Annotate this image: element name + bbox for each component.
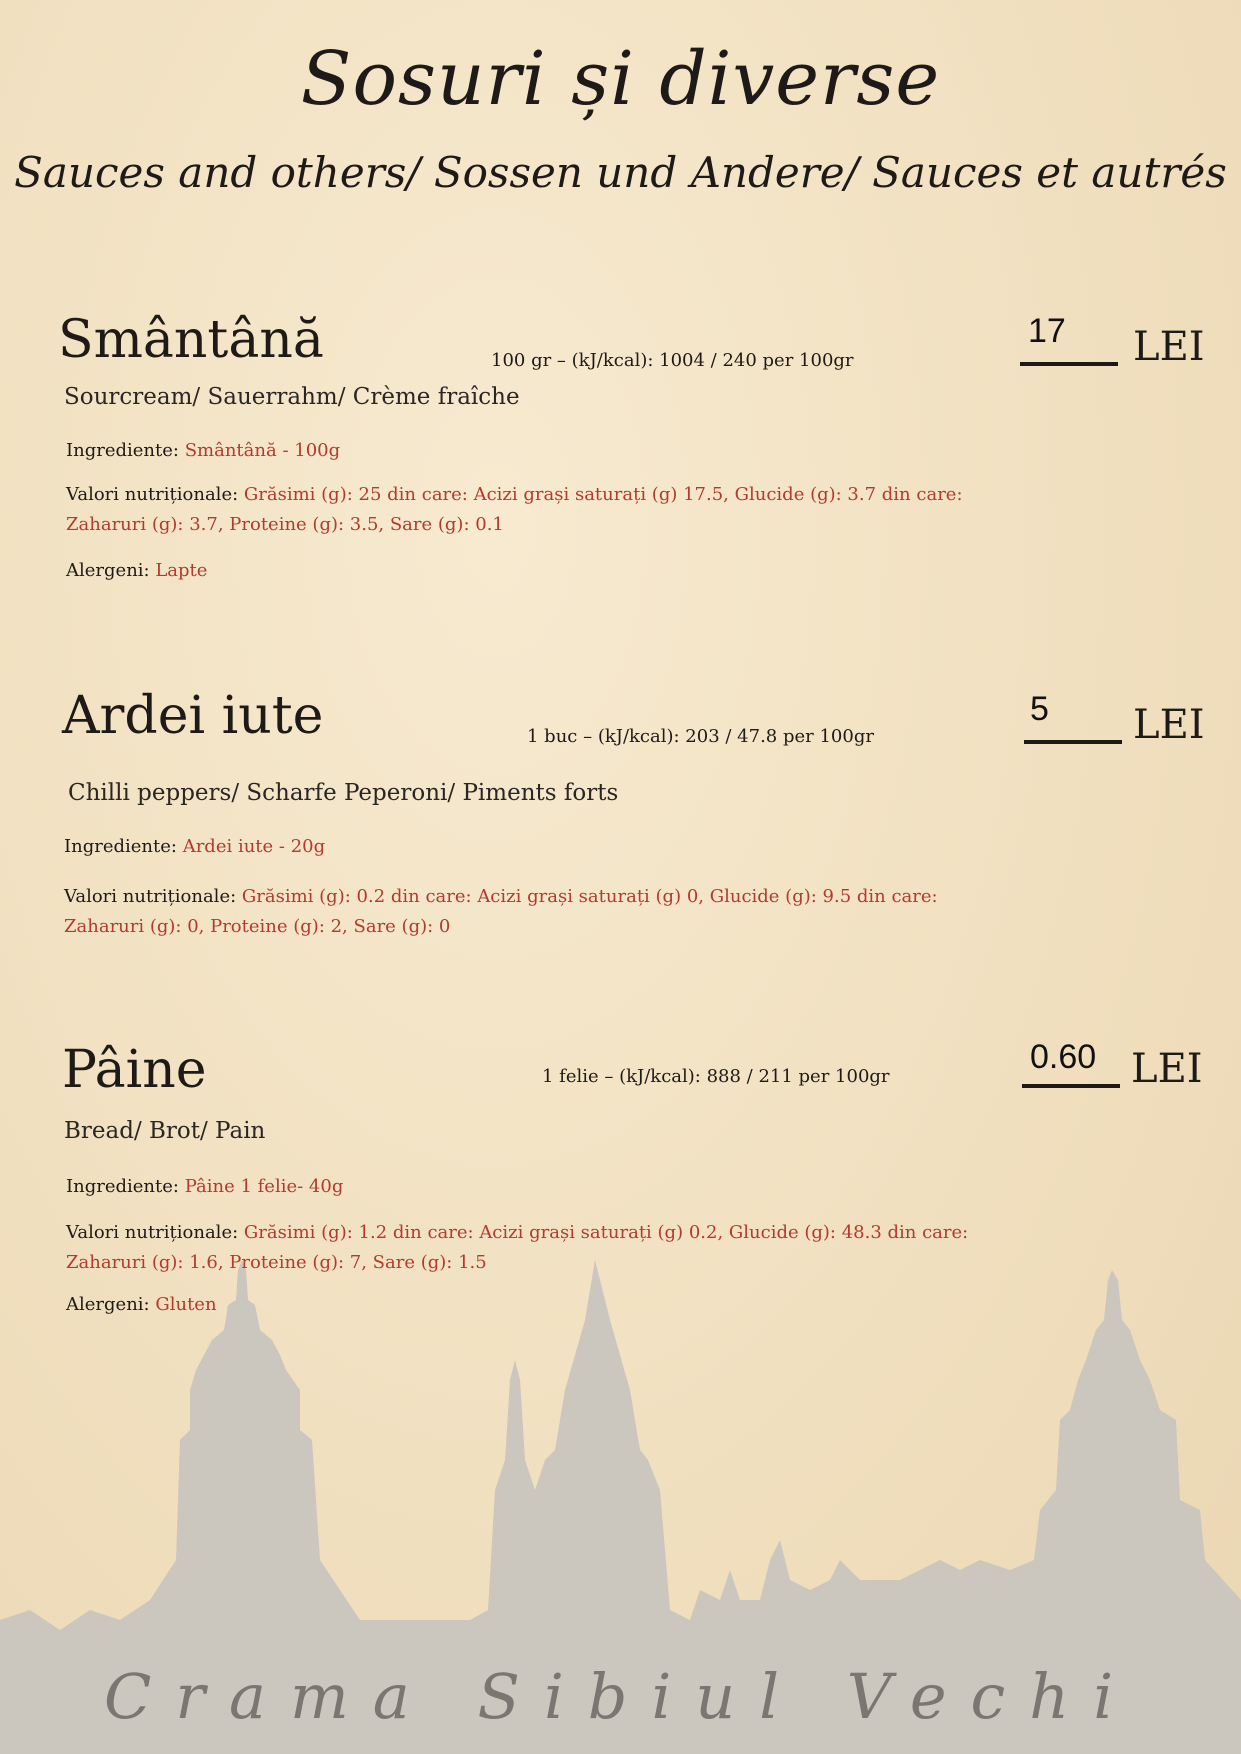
nutrition-value-line2: Zaharuri (g): 3.7, Proteine (g): 3.5, Sare (g): 0.1	[66, 514, 504, 535]
price-underline	[1020, 362, 1118, 366]
item-name: Ardei iute	[62, 686, 324, 746]
ingredients-label: Ingrediente:	[64, 836, 177, 857]
page-title: Sosuri și diverse	[300, 36, 941, 122]
item-name: Pâine	[62, 1040, 207, 1100]
allergens-value: Gluten	[155, 1294, 217, 1315]
price-currency: LEI	[1131, 1046, 1203, 1092]
item-ingredients	[66, 1172, 343, 1202]
item-translation: Sourcream/ Sauerrahm/ Crème fraîche	[64, 384, 520, 410]
item-translation: Chilli peppers/ Scharfe Peperoni/ Piments forts	[68, 780, 619, 806]
item-nutrition	[66, 480, 963, 540]
item-price: 0.60	[1030, 1038, 1097, 1076]
price-underline	[1024, 740, 1122, 744]
item-allergens	[66, 556, 207, 586]
item-translation: Bread/ Brot/ Pain	[64, 1118, 266, 1144]
nutrition-value-line1: Grăsimi (g): 25 din care: Acizi grași saturați (g) 17.5, Glucide (g): 3.7 din care:	[243, 484, 963, 505]
ingredients-value: Ardei iute - 20g	[182, 836, 326, 857]
item-price: 17	[1028, 312, 1066, 350]
item-ingredients	[66, 436, 340, 466]
ingredients-value: Smântână - 100g	[184, 440, 341, 461]
item-name: Smântână	[58, 310, 324, 370]
item-portion: 1 buc – (kJ/kcal): 203 / 47.8 per 100gr	[527, 726, 874, 747]
allergens-label: Alergeni:	[66, 1294, 150, 1315]
nutrition-value-line2: Zaharuri (g): 0, Proteine (g): 2, Sare (g): 0	[64, 916, 451, 937]
nutrition-value-line1: Grăsimi (g): 1.2 din care: Acizi grași saturați (g) 0.2, Glucide (g): 48.3 din care:	[243, 1222, 969, 1243]
item-portion: 100 gr – (kJ/kcal): 1004 / 240 per 100gr	[491, 350, 854, 371]
item-allergens	[66, 1290, 217, 1320]
ingredients-label: Ingrediente:	[66, 440, 179, 461]
nutrition-value-line1: Grăsimi (g): 0.2 din care: Acizi grași saturați (g) 0, Glucide (g): 9.5 din care:	[241, 886, 938, 907]
page-subtitle: Sauces and others/ Sossen und Andere/ Sauces et autrés	[14, 148, 1227, 197]
nutrition-label: Valori nutriționale:	[66, 484, 239, 505]
allergens-value: Lapte	[155, 560, 208, 581]
item-portion: 1 felie – (kJ/kcal): 888 / 211 per 100gr	[542, 1066, 890, 1087]
price-currency: LEI	[1133, 324, 1205, 370]
footer-brand: Crama Sibiul Vechi	[103, 1660, 1138, 1733]
ingredients-label: Ingrediente:	[66, 1176, 179, 1197]
ingredients-value: Pâine 1 felie- 40g	[184, 1176, 344, 1197]
nutrition-value-line2: Zaharuri (g): 1.6, Proteine (g): 7, Sare (g): 1.5	[66, 1252, 487, 1273]
item-ingredients	[64, 832, 325, 862]
price-underline	[1022, 1084, 1120, 1088]
item-price: 5	[1030, 690, 1049, 728]
item-nutrition	[66, 1218, 968, 1278]
price-currency: LEI	[1133, 702, 1205, 748]
allergens-label: Alergeni:	[66, 560, 150, 581]
nutrition-label: Valori nutriționale:	[66, 1222, 239, 1243]
item-nutrition	[64, 882, 938, 942]
nutrition-label: Valori nutriționale:	[64, 886, 237, 907]
